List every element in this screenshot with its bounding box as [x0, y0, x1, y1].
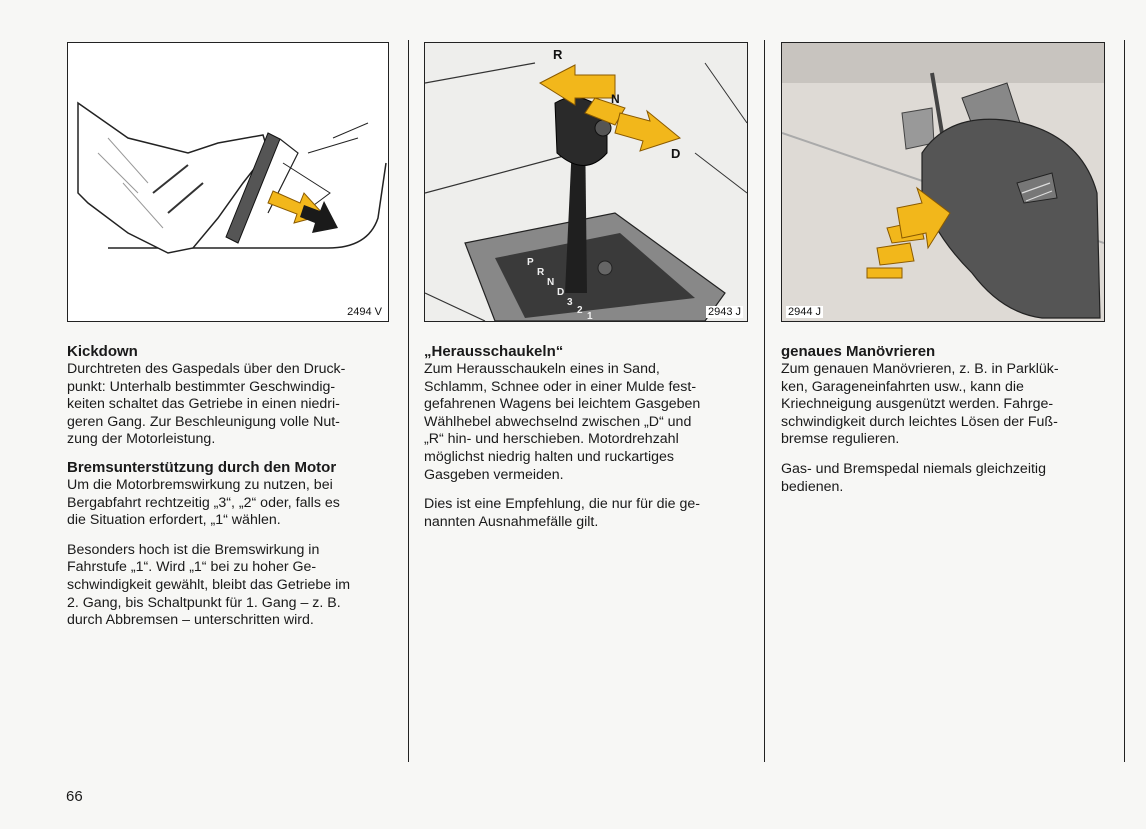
line: punkt: Unterhalb bestimmter Geschwindig-: [67, 378, 336, 395]
figure-code: 2494 V: [347, 306, 382, 318]
line: Um die Motorbremswirkung zu nutzen, bei: [67, 476, 333, 493]
gas-pedal-kickdown-illustration: [68, 43, 388, 321]
page-number: 66: [66, 788, 83, 805]
line: schwindigkeit durch leichtes Lösen der Fuß-: [781, 413, 1058, 430]
lever-label-n: N: [611, 92, 620, 106]
figure-kickdown: [67, 42, 389, 322]
column-middle-text: [424, 343, 754, 539]
line: geren Gang. Zur Beschleunigung volle Nut-: [67, 413, 340, 430]
gate-label-2: 2: [577, 305, 583, 316]
lever-label-d: D: [671, 146, 681, 161]
page-edge-rule: [1124, 40, 1125, 762]
line: Schlamm, Schnee oder in einer Mulde fest-: [424, 378, 697, 395]
line: Besonders hoch ist die Bremswirkung in: [67, 541, 320, 558]
paragraph-pedal-warning: [781, 461, 1117, 496]
paragraph-maneuvering: [781, 361, 1117, 449]
brake-pedal-foot-illustration: [782, 43, 1104, 321]
figure-code: 2943 J: [707, 306, 741, 318]
column-rule-right: [764, 40, 765, 762]
column-rule-left: [408, 40, 409, 762]
line: nannten Ausnahmefälle gilt.: [424, 513, 599, 530]
line: Kriechneigung ausgenützt werden. Fahrge-: [781, 396, 1054, 413]
selector-lever-illustration: [425, 43, 747, 321]
paragraph-kickdown: [67, 361, 397, 449]
figure-code: 2944 J: [788, 306, 822, 318]
heading-maneuvering: genaues Manövrieren: [781, 343, 936, 360]
line: Bergabfahrt rechtzeitig „3“, „2“ oder, falls es: [67, 494, 340, 511]
line: bedienen.: [781, 478, 844, 495]
column-right-text: [781, 343, 1117, 504]
line: „R“ hin- und herschieben. Motordrehzahl: [424, 431, 679, 448]
line: Zum genauen Manövrieren, z. B. in Parklük-: [781, 361, 1059, 377]
gate-label-p: P: [527, 257, 534, 268]
line: gefahrenen Wagens bei leichtem Gasgeben: [424, 396, 701, 413]
figure-rocking: [424, 42, 748, 322]
line: bremse regulieren.: [781, 431, 900, 448]
heading-engine-braking: Bremsunterstützung durch den Motor: [67, 458, 337, 476]
paragraph-rocking: [424, 361, 754, 484]
paragraph-engine-braking: [67, 477, 397, 530]
gate-label-d: D: [557, 287, 565, 298]
line: Wählhebel abwechselnd zwischen „D“ und: [424, 413, 692, 430]
figure-maneuvering: [781, 42, 1105, 322]
line: Zum Herausschaukeln eines in Sand,: [424, 361, 660, 377]
line: keiten schaltet das Getriebe in einen niedri-: [67, 396, 340, 413]
line: zung der Motorleistung.: [67, 431, 216, 448]
line: Durchtreten des Gaspedals über den Druck-: [67, 361, 346, 377]
gate-label-n: N: [547, 277, 555, 288]
line: möglichst niedrig halten und ruckartiges: [424, 448, 674, 465]
paragraph-recommendation: [424, 496, 754, 531]
line: durch Abbremsen – unterschritten wird.: [67, 612, 314, 629]
heading-kickdown: Kickdown: [67, 343, 138, 360]
line: Gasgeben vermeiden.: [424, 466, 564, 483]
line: Gas- und Bremspedal niemals gleichzeitig: [781, 460, 1046, 477]
column-left-text: [67, 343, 397, 638]
line: ken, Garageneinfahrten usw., kann die: [781, 378, 1024, 395]
heading-rocking: „Herausschaukeln“: [424, 343, 564, 360]
paragraph-special-braking: [67, 542, 397, 630]
gate-label-r: R: [537, 267, 545, 278]
lever-label-r: R: [553, 47, 563, 62]
line: schwindigkeit gewählt, bleibt das Getriebe im: [67, 576, 351, 593]
gate-label-3: 3: [567, 297, 573, 308]
line: Dies ist eine Empfehlung, die nur für die ge-: [424, 496, 701, 513]
line: 2. Gang, bis Schaltpunkt für 1. Gang – z. B.: [67, 594, 341, 611]
line: die Situation erfordert, „1“ wählen.: [67, 512, 281, 529]
gate-label-1: 1: [587, 311, 593, 321]
line: Fahrstufe „1“. Wird „1“ bei zu hoher Ge-: [67, 559, 317, 576]
